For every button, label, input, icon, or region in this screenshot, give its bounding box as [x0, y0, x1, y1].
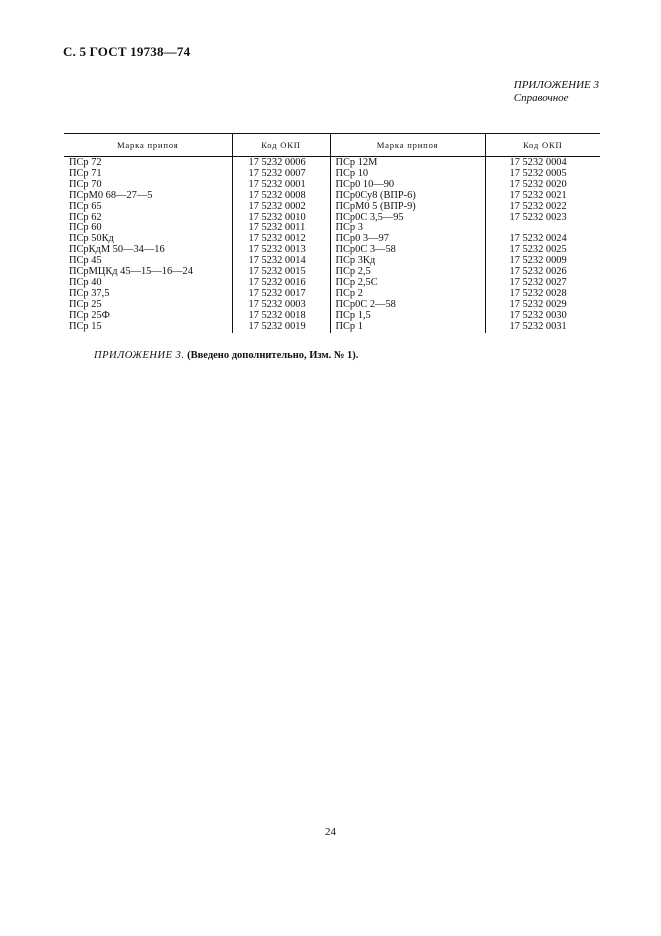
code-right-cell: 17 5232 0022: [509, 200, 567, 212]
brand-left-cell: ПСр 15: [64, 322, 232, 333]
code-left-cell: 17 5232 0017: [232, 289, 330, 300]
table-header-row: [64, 134, 600, 157]
brand-right-cell: ПСр 10: [330, 169, 485, 180]
brand-right-cell: ПСр 3Кд: [330, 256, 485, 267]
table-row: [64, 191, 600, 202]
page-number: 24: [325, 826, 336, 838]
brand-left-cell: ПСр 72: [64, 157, 232, 169]
brand-left-cell: ПСр 60: [64, 223, 232, 234]
code-left-cell: 17 5232 0019: [232, 322, 330, 333]
appendix-heading: [514, 79, 599, 105]
table-body: [64, 157, 600, 333]
brand-right-cell: ПСр0 10—90: [330, 180, 485, 191]
code-left-cell: 17 5232 0018: [232, 311, 330, 322]
brand-right-cell: ПСр 2: [330, 289, 485, 300]
brand-left-cell: ПСр 71: [64, 169, 232, 180]
code-right-cell: 17 5232 0028: [509, 287, 567, 299]
code-right-cell: 17 5232 0020: [509, 178, 567, 190]
note-amendment: (Введено дополнительно, Изм. № 1).: [187, 350, 359, 361]
code-left-cell: 17 5232 0013: [232, 245, 330, 256]
code-left-cell: 17 5232 0010: [232, 213, 330, 224]
code-left-cell: 17 5232 0015: [232, 267, 330, 278]
code-left-cell: 17 5232 0014: [232, 256, 330, 267]
brand-right-cell: ПСр 12М: [330, 157, 485, 169]
table-row: [64, 322, 600, 333]
brand-right-cell: ПСр0С 3—58: [330, 245, 485, 256]
brand-left-cell: ПСрКдМ 50—34—16: [64, 245, 232, 256]
code-right-cell: 17 5232 0021: [509, 189, 567, 201]
code-left-cell: 17 5232 0016: [232, 278, 330, 289]
brand-left-cell: ПСр 65: [64, 202, 232, 213]
solder-okp-table: [64, 133, 600, 333]
brand-left-cell: ПСр 40: [64, 278, 232, 289]
header-code-left: Код ОКП: [232, 134, 330, 157]
code-right-cell: 17 5232 0027: [509, 276, 567, 288]
code-left-cell: 17 5232 0003: [232, 300, 330, 311]
code-right-cell: 17 5232 0030: [509, 309, 567, 321]
code-left-cell: 17 5232 0002: [232, 202, 330, 213]
code-left-cell: 17 5232 0001: [232, 180, 330, 191]
header-brand-left: Марка припоя: [64, 134, 232, 157]
brand-left-cell: ПСр 70: [64, 180, 232, 191]
table-row: [64, 311, 600, 322]
code-right-cell: 17 5232 0025: [509, 244, 567, 256]
brand-left-cell: ПСр 25: [64, 300, 232, 311]
code-right-cell: 17 5232 0024: [509, 233, 567, 245]
code-right-cell: 17 5232 0005: [509, 167, 567, 179]
brand-left-cell: ПСр 45: [64, 256, 232, 267]
brand-right-cell: ПСр 1: [330, 322, 485, 333]
brand-left-cell: ПСр 25Ф: [64, 311, 232, 322]
header-code-right: Код ОКП: [485, 134, 600, 157]
code-left-cell: 17 5232 0006: [232, 157, 330, 169]
brand-left-cell: ПСр 62: [64, 213, 232, 224]
code-left-cell: 17 5232 0008: [232, 191, 330, 202]
code-left-cell: 17 5232 0012: [232, 234, 330, 245]
appendix-title: ПРИЛОЖЕНИЕ 3: [513, 79, 599, 91]
page-header: С. 5 ГОСТ 19738—74: [63, 44, 191, 59]
appendix-subtitle: Справочное: [513, 92, 569, 104]
note-appendix-ref: ПРИЛОЖЕНИЕ 3.: [94, 350, 185, 361]
code-right-cell: 17 5232 0009: [509, 255, 567, 267]
amendment-note: [94, 350, 358, 361]
brand-right-cell: ПСр 2,5: [330, 267, 485, 278]
header-brand-right: Марка припоя: [330, 134, 485, 157]
code-left-cell: 17 5232 0011: [232, 223, 330, 234]
code-right-cell: 17 5232 0026: [509, 266, 567, 278]
table-row: [64, 213, 600, 224]
brand-right-cell: ПСр0 3—97: [330, 234, 485, 245]
code-left-cell: 17 5232 0007: [232, 169, 330, 180]
brand-right-cell: ПСр0Су8 (ВПР-6): [330, 191, 485, 202]
brand-right-cell: ПСрМ0 5 (ВПР-9): [330, 202, 485, 213]
code-right-cell: 17 5232 0023: [509, 211, 567, 223]
brand-right-cell: ПСр 3: [330, 223, 485, 234]
table-row: [64, 202, 600, 213]
brand-right-cell: ПСр 2,5С: [330, 278, 485, 289]
brand-left-cell: ПСр 50Кд: [64, 234, 232, 245]
brand-right-cell: ПСр0С 2—58: [330, 300, 485, 311]
code-right-cell: 17 5232 0031: [509, 320, 567, 332]
code-right-cell: 17 5232 0004: [509, 157, 567, 168]
brand-left-cell: ПСрМ0 68—27—5: [64, 191, 232, 202]
brand-left-cell: ПСрМЦКд 45—15—16—24: [64, 267, 232, 278]
brand-right-cell: ПСр 1,5: [330, 311, 485, 322]
code-right-cell: 17 5232 0029: [509, 298, 567, 310]
brand-left-cell: ПСр 37,5: [64, 289, 232, 300]
brand-right-cell: ПСр0С 3,5—95: [330, 213, 485, 224]
